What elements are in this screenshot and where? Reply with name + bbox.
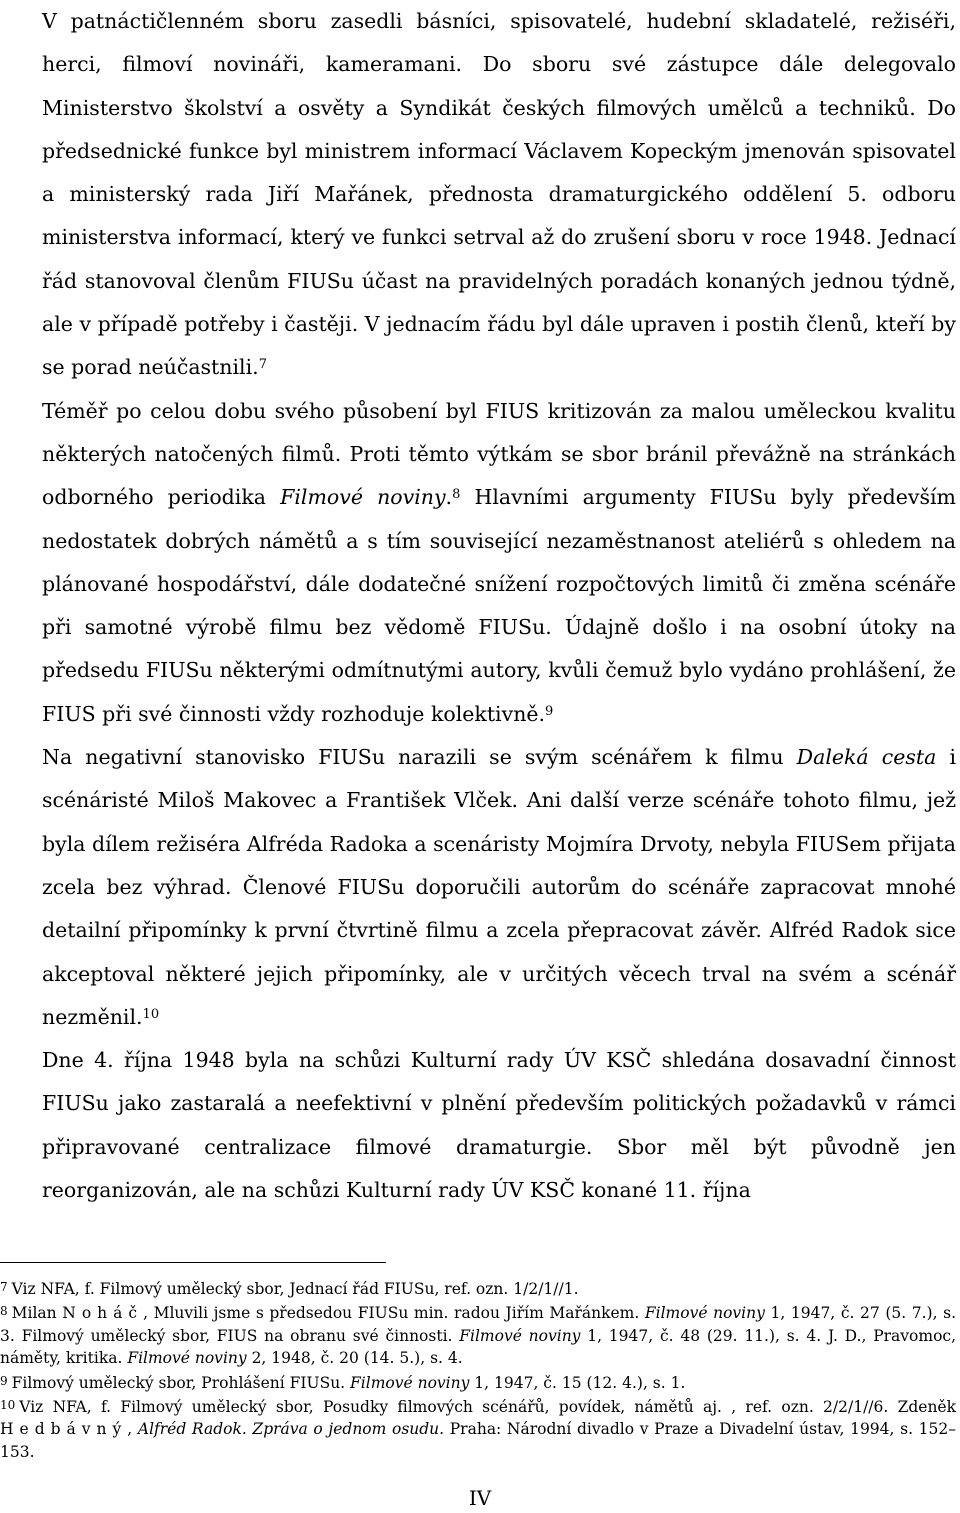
- footnote-ref-9[interactable]: 9: [545, 703, 554, 719]
- footnote-text: 1, 1947, č. 48 (29. 11.), s. 4. J. D., Pravomoc, náměty, kritika.: [0, 1326, 957, 1368]
- footnote-text: , Mluvili jsme s předsedou FIUSu min. radou Jiřím Mařánkem.: [143, 1304, 645, 1323]
- author-surname: Hedbávný: [0, 1420, 128, 1439]
- paragraph-1: [42, 0, 956, 390]
- periodical-title: Filmové noviny: [459, 1326, 581, 1345]
- footnote-text: 2, 1948, č. 20 (14. 5.), s. 4.: [246, 1349, 463, 1368]
- footnote-number: 9: [0, 1373, 8, 1388]
- film-title: Daleká cesta: [796, 745, 937, 770]
- paragraph-2-text-cont: Hlavními argumenty FIUSu byly především nedostatek dobrých námětů a s tím související nezaměstnanost ateliérů s ohledem na plánované hospodářství, dále dodatečné snížení rozpočtových limitů či změna scénáře při samotné výrobě filmu bez vědomě FIUSu. Údajně došlo i na osobní útoky na předsedu FIUSu některými odmítnutými autory, kvůli čemuž bylo vydáno prohlášení, že FIUS při své činnosti vždy rozhoduje kolektivně.: [42, 485, 956, 726]
- footnote-text: Filmový umělecký sbor, Prohlášení FIUSu.: [11, 1373, 351, 1392]
- footnote-number: 7: [0, 1280, 8, 1294]
- footnote-10: [0, 1394, 956, 1463]
- footnote-text: Milan: [11, 1304, 63, 1323]
- author-surname: Noháč: [62, 1304, 144, 1323]
- body-text: [42, 0, 956, 1212]
- footnote-text: 1, 1947, č. 27 (5. 7.), s. 3. Filmový umělecký sbor, FIUS na obranu své činnosti.: [0, 1304, 957, 1345]
- paragraph-3-text-cont: i scénáristé Miloš Makovec a František Vlček. Ani další verze scénáře tohoto filmu, jež byla dílem režiséra Alfréda Radoka a scenáristy Mojmíra Drvoty, nebyla FIUSem přijata zcela bez výhrad. Členové FIUSu doporučili autorům do scénáře zapracovat mnohé detailní připomínky k první čtvrtině filmu a zcela přepracovat závěr. Alfréd Radok sice akceptoval některé jejich připomínky, ale v určitých věcech trval na svém a scénář nezměnil.: [42, 745, 956, 1029]
- footnote-text: Viz NFA, f. Filmový umělecký sbor, Posudky filmových scénářů, povídek, námětů aj. , ref. ozn. 2/2/1//6. Zdeněk: [19, 1398, 956, 1417]
- paragraph-3-text: Na negativní stanovisko FIUSu narazili se svým scénářem k filmu: [42, 745, 797, 770]
- footnote-separator: [0, 1262, 386, 1263]
- periodical-title: Filmové noviny: [280, 485, 446, 510]
- paragraph-1-text: V patnáctičlenném sboru zasedli básníci, spisovatelé, hudební skladatelé, režiséři, herci, filmoví novináři, kameramani. Do sboru své zástupce dále delegovalo Ministerstvo školství a osvěty a Syndikát českých filmových umělců a techniků. Do předsednické funkce byl ministrem informací Václavem Kopeckým jmenován spisovatel a ministerský rada Jiří Mařánek, přednosta dramaturgického oddělení 5. odboru ministerstva informací, který ve funkci setrval až do zrušení sboru v roce 1948. Jednací řád stanovoval členům FIUSu účast na pravidelných poradách konaných jednou týdně, ale v případě potřeby i častěji. V jednacím řádu byl dále upraven i postih členů, kteří by se porad neúčastnili.: [42, 9, 956, 380]
- footnote-9: [0, 1370, 956, 1394]
- periodical-title: Filmové noviny: [350, 1373, 470, 1392]
- periodical-title: Filmové noviny: [127, 1349, 247, 1368]
- footnote-8: [0, 1300, 956, 1369]
- paragraph-3: [42, 736, 956, 1039]
- footnote-ref-10[interactable]: 10: [142, 1006, 160, 1022]
- footnote-ref-7[interactable]: 7: [258, 357, 267, 373]
- page-number: IV: [468, 1486, 492, 1510]
- footnote-ref-8[interactable]: 8: [452, 487, 461, 503]
- footnote-7: [0, 1276, 956, 1300]
- footnote-text: 1, 1947, č. 15 (12. 4.), s. 1.: [469, 1373, 686, 1392]
- paragraph-2-text: Téměř po celou dobu svého působení byl FIUS kritizován za malou uměleckou kvalitu některých natočených filmů. Proti těmto výtkám se sbor bránil převážně na stránkách odborného periodika: [42, 398, 956, 510]
- paragraph-2: [42, 390, 956, 736]
- footnotes: [0, 1276, 956, 1463]
- footnote-number: 8: [0, 1304, 8, 1319]
- paragraph-4: Dne 4. října 1948 byla na schůzi Kulturní rady ÚV KSČ shledána dosavadní činnost FIUSu jako zastaralá a neefektivní v plnění především politických požadavků v rámci připravované centralizace filmové dramaturgie. Sbor měl být původně jen reorganizován, ale na schůzi Kulturní rady ÚV KSČ konané 11. října: [42, 1048, 956, 1203]
- footnote-number: 10: [0, 1398, 16, 1413]
- footnote-text: ,: [127, 1420, 138, 1439]
- footnote-text: Viz NFA, f. Filmový umělecký sbor, Jednací řád FIUSu, ref. ozn. 1/2/1//1.: [11, 1280, 579, 1298]
- footnote-text: Praha: Národní divadlo v Praze a Divadelní ústav, 1994, s. 152–153.: [0, 1420, 956, 1461]
- paragraph-2-punct: .: [445, 485, 453, 510]
- book-title: Alfréd Radok. Zpráva o jednom osudu.: [137, 1420, 445, 1439]
- periodical-title: Filmové noviny: [644, 1304, 765, 1323]
